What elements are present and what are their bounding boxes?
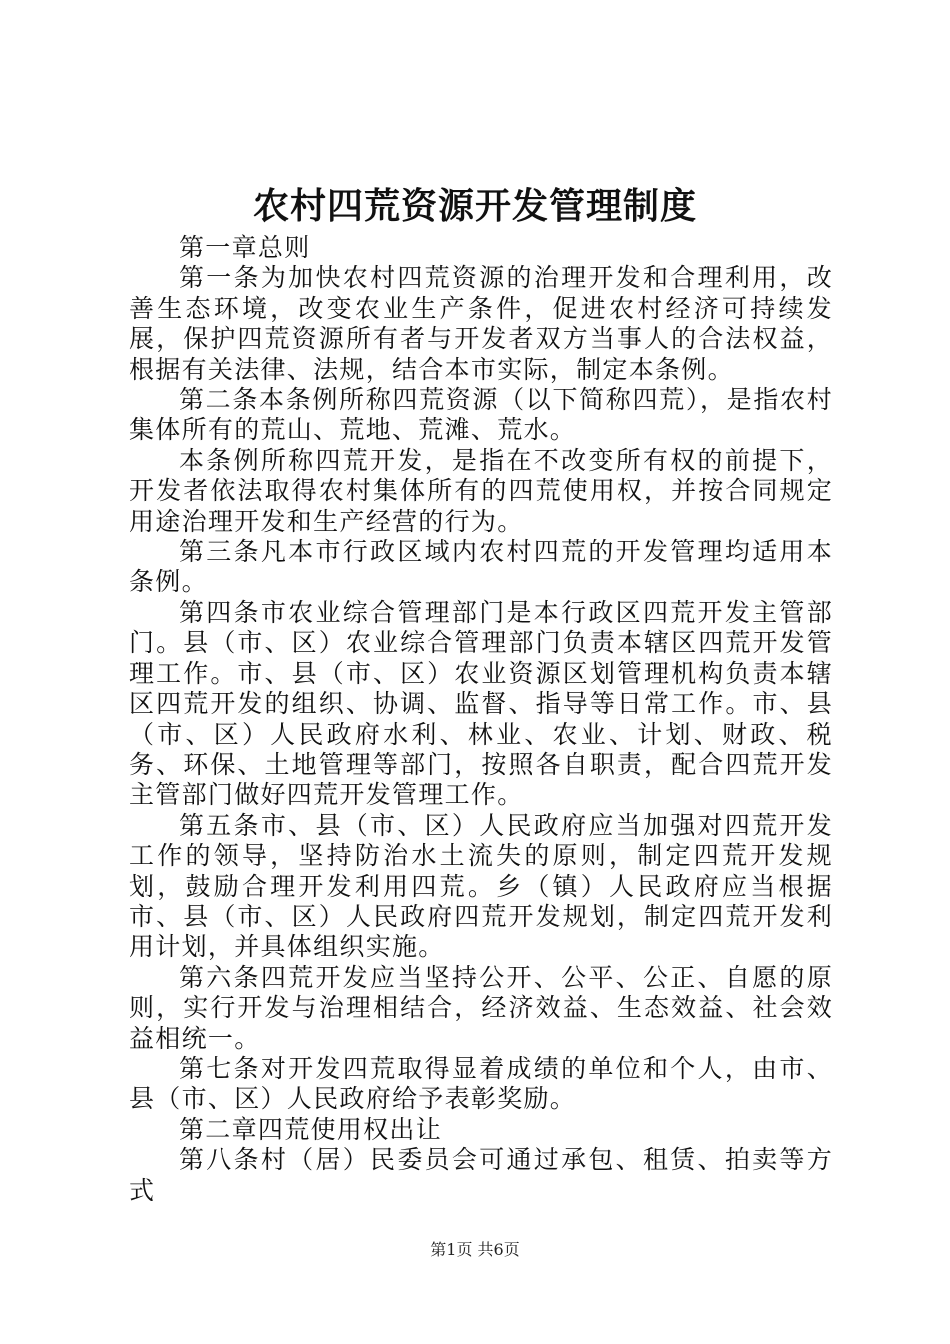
page-number-footer: 第1页 共6页 [430, 1240, 520, 1259]
document-title: 农村四荒资源开发管理制度 [252, 185, 697, 227]
article-paragraph: 第一条为加快农村四荒资源的治理开发和合理利用，改善生态环境，改变农业生产条件，促进农村经济可持续发展，保护四荒资源所有者与开发者双方当事人的合法权益，根据有关法律、法规，结合本市实际，制定本条例。 [129, 263, 833, 384]
document-body [129, 233, 833, 1206]
article-paragraph: 第七条对开发四荒取得显着成绩的单位和个人，由市、县（市、区）人民政府给予表彰奖励。 [129, 1053, 833, 1114]
chapter-heading: 第二章四荒使用权出让 [179, 1114, 443, 1144]
article-paragraph: 本条例所称四荒开发，是指在不改变所有权的前提下，开发者依法取得农村集体所有的四荒使用权，并按合同规定用途治理开发和生产经营的行为。 [129, 445, 833, 536]
article-paragraph: 第六条四荒开发应当坚持公开、公平、公正、自愿的原则，实行开发与治理相结合，经济效益、生态效益、社会效益相统一。 [129, 962, 833, 1053]
chapter-heading: 第一章总则 [179, 233, 311, 262]
article-paragraph: 第二条本条例所称四荒资源（以下简称四荒），是指农村集体所有的荒山、荒地、荒滩、荒水。 [129, 385, 833, 445]
article-paragraph: 第三条凡本市行政区域内农村四荒的开发管理均适用本条例。 [129, 537, 833, 597]
article-paragraph: 第八条村（居）民委员会可通过承包、租赁、拍卖等方式 [129, 1145, 833, 1205]
article-paragraph: 第四条市农业综合管理部门是本行政区四荒开发主管部门。县（市、区）农业综合管理部门负责本辖区四荒开发管理工作。市、县（市、区）农业资源区划管理机构负责本辖区四荒开发的组织、协调、监督、指导等日常工作。市、县（市、区）人民政府水利、林业、农业、计划、财政、税务、环保、土地管理等部门，按照各自职责，配合四荒开发主管部门做好四荒开发管理工作。 [129, 597, 833, 810]
article-paragraph: 第五条市、县（市、区）人民政府应当加强对四荒开发工作的领导，坚持防治水土流失的原则，制定四荒开发规划，鼓励合理开发利用四荒。乡（镇）人民政府应当根据市、县（市、区）人民政府四荒开发规划，制定四荒开发利用计划，并具体组织实施。 [129, 810, 833, 962]
